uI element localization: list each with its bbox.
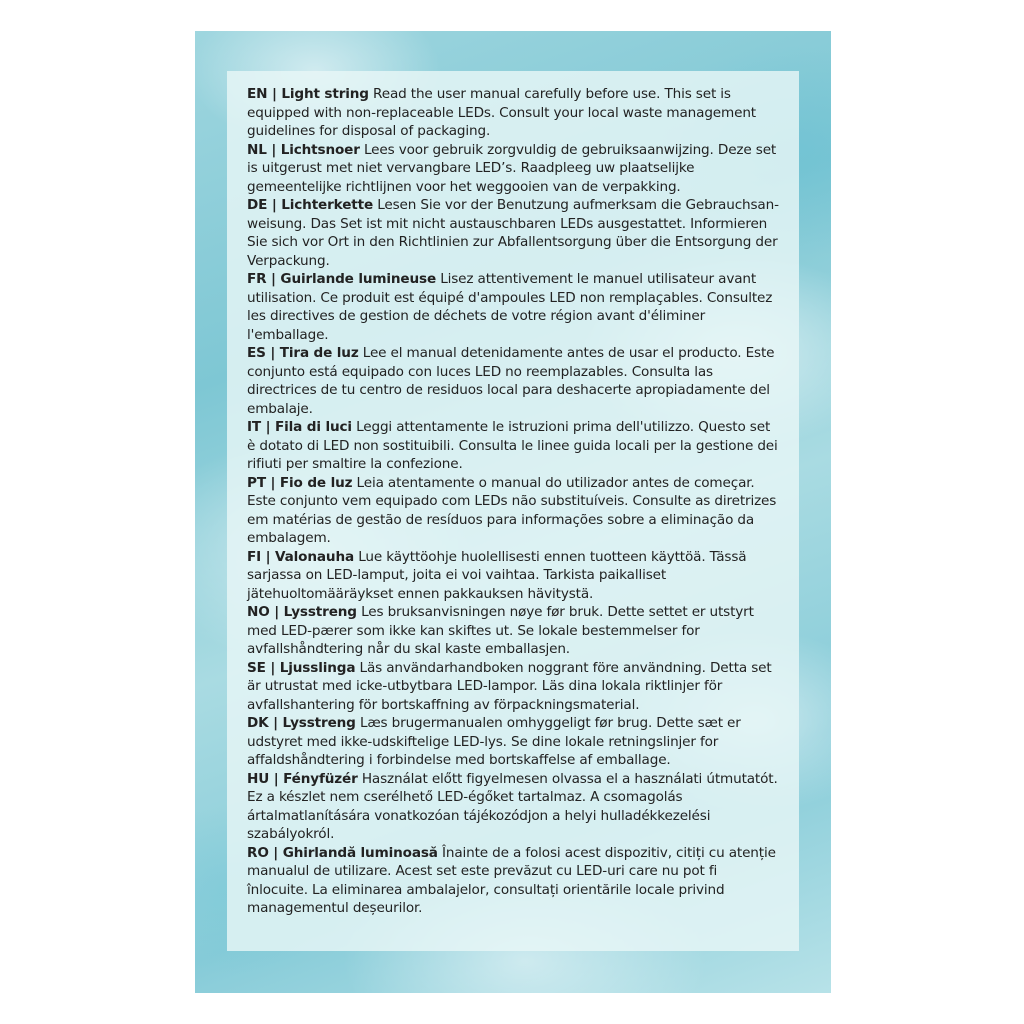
entry-heading: FR | Guirlande lumineuse (247, 271, 437, 287)
entry-hu (247, 770, 782, 844)
entry-text: Lee el manual detenidamente antes de usar el producto. Este conjunto está equipado con luces LED no reemplazables. Consulta las directrices de tu centro de residuos local para deshacerte apropiadamente del embalaje. (247, 345, 775, 417)
entry-en (247, 85, 782, 141)
entry-dk (247, 714, 782, 770)
entry-heading: FI | Valonauha (247, 548, 355, 565)
entry-de (247, 196, 782, 270)
entry-text: Läs användarhandboken noggrant före användning. Detta set är utrustat med icke-utbytbara LED-lampor. Läs dina lokala riktlinjer för avfallshantering för bortskaffning av förpackningsmaterial. (247, 659, 772, 713)
entry-text: Lesen Sie vor der Benutzung aufmerksam die Gebrauchsan-weisung. Das Set ist mit nicht austauschbaren LEDs ausgestattet. Informieren Sie sich vor Ort in den Richtlinien zur Abfallentsorgung über die Entsorgung der Verpackung. (247, 197, 779, 269)
instructions-panel (227, 71, 799, 951)
entry-heading: IT | Fila di luci (247, 419, 352, 435)
entry-text: Lees voor gebruik zorgvuldig de gebruiksaanwijzing. Deze set is uitgerust met niet vervangbare LED’s. Raadpleeg uw plaatselijke gemeentelijke richtlijnen voor het weggooien van de verpakking. (247, 141, 777, 195)
entry-heading: PT | Fio de luz (247, 474, 353, 491)
entry-ro (247, 844, 782, 918)
entry-fr (247, 270, 782, 344)
entry-heading: DE | Lichterkette (247, 197, 374, 213)
entry-heading: HU | Fényfüzér (247, 770, 358, 787)
entry-es (247, 344, 782, 418)
entry-text: Înainte de a folosi acest dispozitiv, citiți cu atenție manualul de utilizare. Acest set este prevăzut cu LED-uri care nu pot fi înlocuite. La eliminarea ambalajelor, consultați orientările locale privind managementul deșeurilor. (247, 844, 776, 916)
entry-pt (247, 474, 782, 548)
entry-nl (247, 141, 782, 197)
entry-heading: RO | Ghirlandă luminoasă (247, 844, 438, 861)
entry-heading: ES | Tira de luz (247, 345, 359, 361)
entry-se (247, 659, 782, 715)
entry-text: Read the user manual carefully before use. This set is equipped with non-replaceable LEDs. Consult your local waste management guidelines for disposal of packaging. (247, 86, 756, 139)
entry-text: Lue käyttöohje huolellisesti ennen tuotteen käyttöä. Tässä sarjassa on LED-lamput, joita ei voi vaihtaa. Tarkista paikalliset jätehuoltomääräykset ennen pakkauksen hävitystä. (247, 548, 747, 602)
entry-text: Les bruksanvisningen nøye før bruk. Dette settet er utstyrt med LED-pærer som ikke kan skiftes ut. Se lokale bestemmelser for avfallshåndtering når du skal kaste emballasjen. (247, 604, 754, 657)
entry-it (247, 418, 782, 474)
entry-text: Læs brugermanualen omhyggeligt før brug. Dette sæt er udstyret med ikke-udskiftelige LED-lys. Se dine lokale retningslinjer for affaldshåndtering i forbindelse med bortskaffelse af emballage. (247, 715, 741, 768)
entry-text: Lisez attentivement le manuel utilisateur avant utilisation. Ce produit est équipé d'ampoules LED non remplaçables. Consultez les directives de gestion de déchets de votre région avant d'éliminer l'emballage. (247, 271, 773, 343)
entry-heading: NL | Lichtsnoer (247, 141, 360, 158)
entry-fi (247, 548, 782, 604)
entry-heading: EN | Light string (247, 86, 369, 102)
entry-text: Leia atentamente o manual do utilizador antes de começar. Este conjunto vem equipado com LEDs não substituíveis. Consulte as diretrizes em matérias de gestão de resíduos para informações sobre a eliminação da embalagem. (247, 474, 777, 546)
entry-no (247, 603, 782, 659)
entry-heading: SE | Ljusslinga (247, 659, 356, 676)
entry-heading: NO | Lysstreng (247, 604, 357, 620)
entry-text: Leggi attentamente le istruzioni prima dell'utilizzo. Questo set è dotato di LED non sostituibili. Consulta le linee guida locali per la gestione dei rifiuti per smaltire la confezione. (247, 419, 778, 472)
entry-heading: DK | Lysstreng (247, 715, 356, 731)
packaging-card (195, 31, 831, 993)
entry-text: Használat előtt figyelmesen olvassa el a használati útmutatót. Ez a készlet nem cserélhető LED-égőket tartalmaz. A csomagolás ártalmatlanítására vonatkozóan tájékozódjon a helyi hulladékkezelési szabályokról. (247, 770, 778, 842)
multilingual-instructions (247, 85, 782, 918)
